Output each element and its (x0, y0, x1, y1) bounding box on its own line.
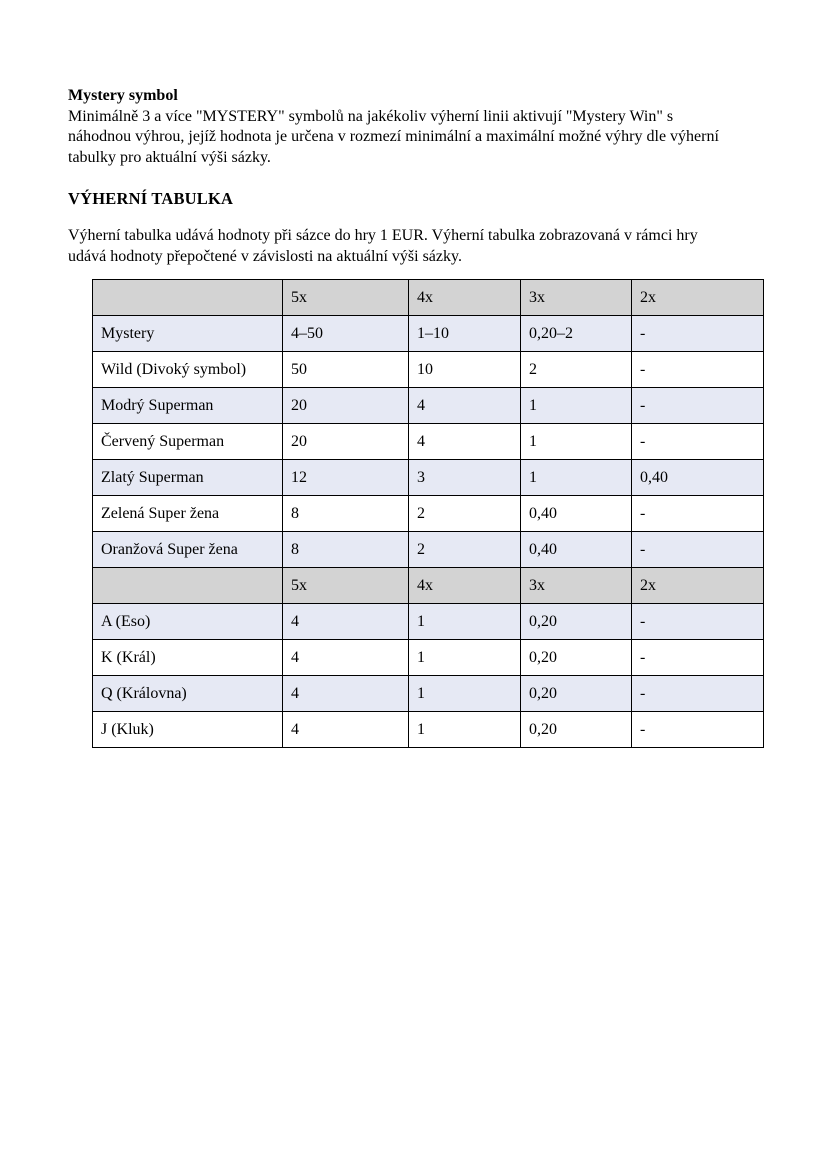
paytable-value-cell: 8 (283, 532, 409, 568)
paytable-value-cell: 4–50 (283, 316, 409, 352)
paytable-value-cell: 1 (521, 424, 632, 460)
paytable-value-cell: 4 (283, 640, 409, 676)
paytable-value-cell: 1 (409, 712, 521, 748)
intro-paragraph-line: tabulky pro aktuální výši sázky. (68, 148, 271, 166)
paytable-value-cell: 0,20 (521, 676, 632, 712)
paytable-section-heading: VÝHERNÍ TABULKA (68, 189, 234, 208)
paytable-value-cell: 2 (409, 532, 521, 568)
paytable-value-cell: 0,20 (521, 712, 632, 748)
paytable-row (93, 496, 764, 532)
paytable-value-cell: - (632, 352, 764, 388)
paytable-symbol-cell: K (Král) (93, 640, 283, 676)
paytable-value-cell: - (632, 496, 764, 532)
paytable-row (93, 676, 764, 712)
paytable-multiplier-header: 4x (409, 568, 521, 604)
paytable-value-cell: 20 (283, 388, 409, 424)
paytable-symbol-cell: J (Kluk) (93, 712, 283, 748)
paytable-value-cell: 4 (409, 424, 521, 460)
paytable-multiplier-header: 2x (632, 280, 764, 316)
paytable-value-cell: - (632, 640, 764, 676)
paytable-value-cell: 1–10 (409, 316, 521, 352)
paytable-value-cell: - (632, 388, 764, 424)
paytable-value-cell: 1 (409, 676, 521, 712)
paytable-multiplier-header: 5x (283, 280, 409, 316)
paytable-body (93, 280, 764, 748)
paytable-value-cell: - (632, 676, 764, 712)
paytable-multiplier-header: 3x (521, 280, 632, 316)
paytable-value-cell: 4 (409, 388, 521, 424)
paytable-multiplier-header: 5x (283, 568, 409, 604)
paytable-symbol-cell: Červený Superman (93, 424, 283, 460)
paytable-corner-cell (93, 280, 283, 316)
paytable-row (93, 388, 764, 424)
paytable-symbol-cell: Wild (Divoký symbol) (93, 352, 283, 388)
paytable (92, 279, 764, 748)
paytable-value-cell: 1 (409, 604, 521, 640)
paytable-corner-cell (93, 568, 283, 604)
paytable-symbol-cell: Zelená Super žena (93, 496, 283, 532)
paytable-value-cell: 10 (409, 352, 521, 388)
paytable-row (93, 640, 764, 676)
paytable-value-cell: - (632, 712, 764, 748)
paytable-value-cell: 2 (409, 496, 521, 532)
paytable-value-cell: 3 (409, 460, 521, 496)
paytable-value-cell: 50 (283, 352, 409, 388)
intro-paragraph-line: náhodnou výhrou, jejíž hodnota je určena v rozmezí minimální a maximální možné výhry dle výherní (68, 128, 719, 145)
paytable-header-row (93, 280, 764, 316)
paytable-value-cell: 1 (409, 640, 521, 676)
paytable-row (93, 712, 764, 748)
paytable-value-cell: 0,20–2 (521, 316, 632, 352)
paytable-row (93, 460, 764, 496)
paytable-symbol-cell: A (Eso) (93, 604, 283, 640)
intro-paragraph-line: Minimálně 3 a více "MYSTERY" symbolů na jakékoliv výherní linii aktivují "Mystery Win" s (68, 107, 674, 125)
paytable-header-row (93, 568, 764, 604)
paytable-value-cell: 1 (521, 388, 632, 424)
paytable-description-line: Výherní tabulka udává hodnoty při sázce do hry 1 EUR. Výherní tabulka zobrazovaná v rámci hry (68, 227, 698, 244)
paytable-value-cell: - (632, 424, 764, 460)
paytable-value-cell: 0,40 (632, 460, 764, 496)
paytable-value-cell: - (632, 316, 764, 352)
paytable-symbol-cell: Zlatý Superman (93, 460, 283, 496)
paytable-value-cell: 0,40 (521, 532, 632, 568)
paytable-description-line: udává hodnoty přepočtené v závislosti na aktuální výši sázky. (68, 247, 462, 265)
paytable-row (93, 532, 764, 568)
paytable-multiplier-header: 3x (521, 568, 632, 604)
paytable-multiplier-header: 4x (409, 280, 521, 316)
paytable-symbol-cell: Oranžová Super žena (93, 532, 283, 568)
paytable-value-cell: 2 (521, 352, 632, 388)
paytable-value-cell: - (632, 604, 764, 640)
paytable-value-cell: 20 (283, 424, 409, 460)
paytable-value-cell: 4 (283, 604, 409, 640)
paytable-container (92, 279, 778, 748)
paytable-value-cell: 0,40 (521, 496, 632, 532)
paytable-row (93, 352, 764, 388)
document-content (68, 86, 778, 748)
paytable-value-cell: 4 (283, 676, 409, 712)
paytable-value-cell: 1 (521, 460, 632, 496)
paytable-value-cell: 0,20 (521, 604, 632, 640)
paytable-symbol-cell: Q (Královna) (93, 676, 283, 712)
paytable-value-cell: 0,20 (521, 640, 632, 676)
paytable-multiplier-header: 2x (632, 568, 764, 604)
paytable-value-cell: 12 (283, 460, 409, 496)
paytable-value-cell: 8 (283, 496, 409, 532)
paytable-symbol-cell: Mystery (93, 316, 283, 352)
intro-heading: Mystery symbol (68, 87, 178, 104)
paytable-row (93, 604, 764, 640)
paytable-row (93, 316, 764, 352)
paytable-row (93, 424, 764, 460)
paytable-value-cell: - (632, 532, 764, 568)
paytable-symbol-cell: Modrý Superman (93, 388, 283, 424)
paytable-value-cell: 4 (283, 712, 409, 748)
